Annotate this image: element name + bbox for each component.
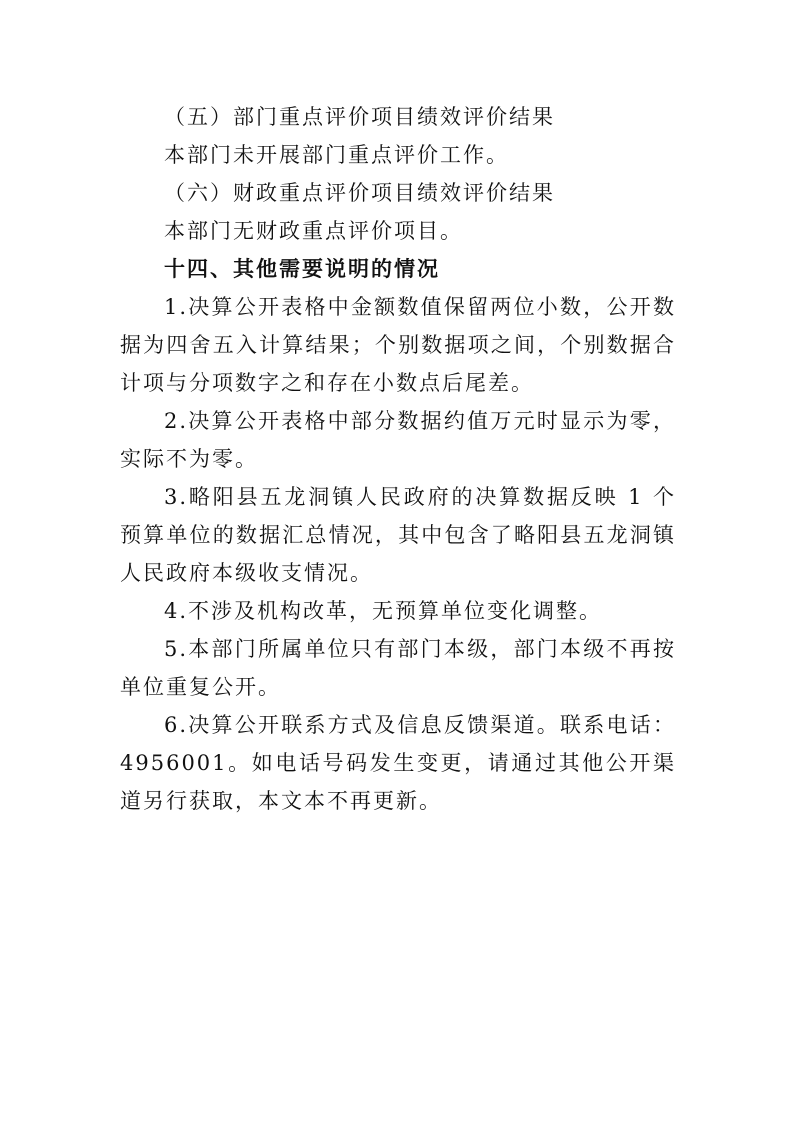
section-5-body: 本部门未开展部门重点评价工作。 (164, 143, 509, 167)
note-item-2: 2.决算公开表格中部分数据约值万元时显示为零，实际不为零。 (120, 409, 676, 471)
section-5-title: （五）部门重点评价项目绩效评价结果 (164, 105, 555, 129)
note-item-1: 1.决算公开表格中金额数值保留两位小数，公开数据为四舍五入计算结果；个别数据项之间，个别数据合计项与分项数字之和存在小数点后尾差。 (120, 295, 676, 395)
section-6-title: （六）财政重点评价项目绩效评价结果 (164, 181, 555, 205)
document-body (120, 98, 676, 820)
heading-other-notes: 十四、其他需要说明的情况 (164, 257, 440, 281)
note-item-4: 4.不涉及机构改革，无预算单位变化调整。 (164, 599, 603, 623)
note-item-5: 5.本部门所属单位只有部门本级，部门本级不再按单位重复公开。 (120, 637, 676, 699)
section-6-body: 本部门无财政重点评价项目。 (164, 219, 463, 243)
note-item-3: 3.略阳县五龙洞镇人民政府的决算数据反映 1 个预算单位的数据汇总情况，其中包含了略阳县五龙洞镇人民政府本级收支情况。 (120, 485, 676, 585)
note-item-6: 6.决算公开联系方式及信息反馈渠道。联系电话：4956001。如电话号码发生变更，请通过其他公开渠道另行获取，本文本不再更新。 (120, 713, 676, 813)
